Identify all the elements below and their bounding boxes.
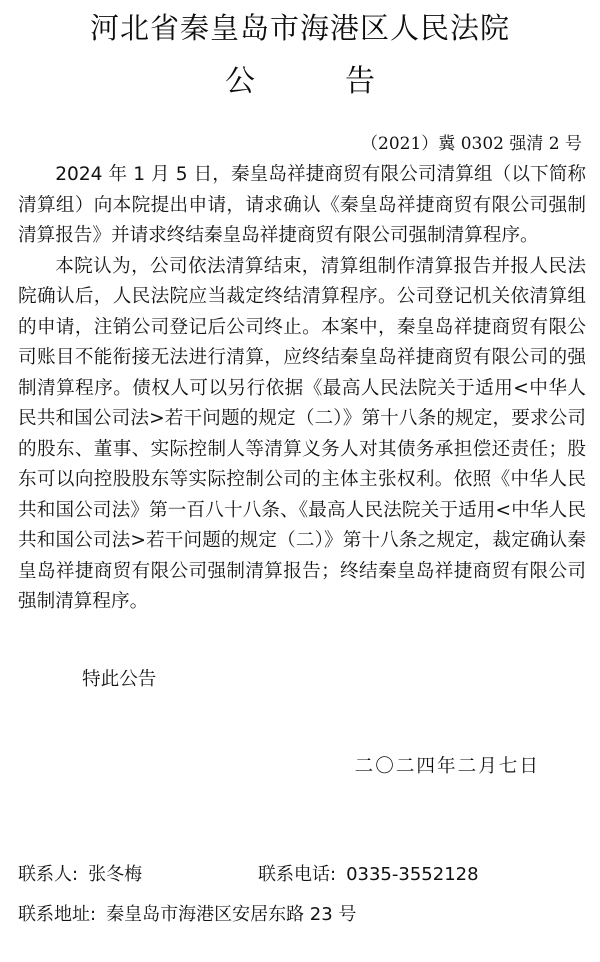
court-name: 河北省秦皇岛市海港区人民法院 [89, 11, 510, 45]
case-number: （2021）冀 0302 强清 2 号 [361, 134, 582, 154]
contact-phone-value: 0335-3552128 [346, 864, 479, 885]
paragraph-ruling: 本院认为，公司依法清算结束，清算组制作清算报告并报人民法院确认后，人民法院应当裁定终结清算程序。公司登记机关依清算组的申请，注销公司登记后公司终止。本案中，秦皇岛祥捷商贸有限公司账目不能衔接无法进行清算，应终结秦皇岛祥捷商贸有限公司的强制清算程序。债权人可以另行依据《最高人民法院关于适用<中华人民共和国公司法>若干问题的规定（二）》第十八条的规定，要求公司的股东、董事、实际控制人等清算义务人对其债务承担偿还责任；股东可以向控股股东等实际控制公司的主体主张权利。依照《中华人民共和国公司法》第一百八十八条、《最高人民法院关于适用<中华人民共和国公司法>若干问题的规定（二）》第十八条之规定，裁定确认秦皇岛祥捷商贸有限公司强制清算报告；终结秦皇岛祥捷商贸有限公司强制清算程序。 [18, 255, 586, 612]
contact-address-value: 秦皇岛市海港区安居东路 23 号 [106, 904, 357, 925]
contact-phone-label: 联系电话: [258, 864, 337, 885]
contact-person-row [18, 860, 142, 890]
notice-title: 公告 [225, 64, 465, 99]
notice-body [18, 160, 586, 618]
contact-person-value: 张冬梅 [88, 864, 143, 885]
contact-address-row [18, 900, 356, 930]
notice-date: 二〇二四年二月七日 [354, 756, 540, 777]
contact-address-label: 联系地址: [18, 904, 97, 925]
paragraph-application: 2024 年 1 月 5 日，秦皇岛祥捷商贸有限公司清算组（以下简称清算组）向本院提出申请，请求确认《秦皇岛祥捷商贸有限公司强制清算报告》并请求终结秦皇岛祥捷商贸有限公司强制清算程序。 [18, 164, 586, 246]
closing-statement: 特此公告 [82, 669, 157, 690]
contact-person-label: 联系人: [18, 864, 79, 885]
contact-phone-row [258, 860, 479, 890]
